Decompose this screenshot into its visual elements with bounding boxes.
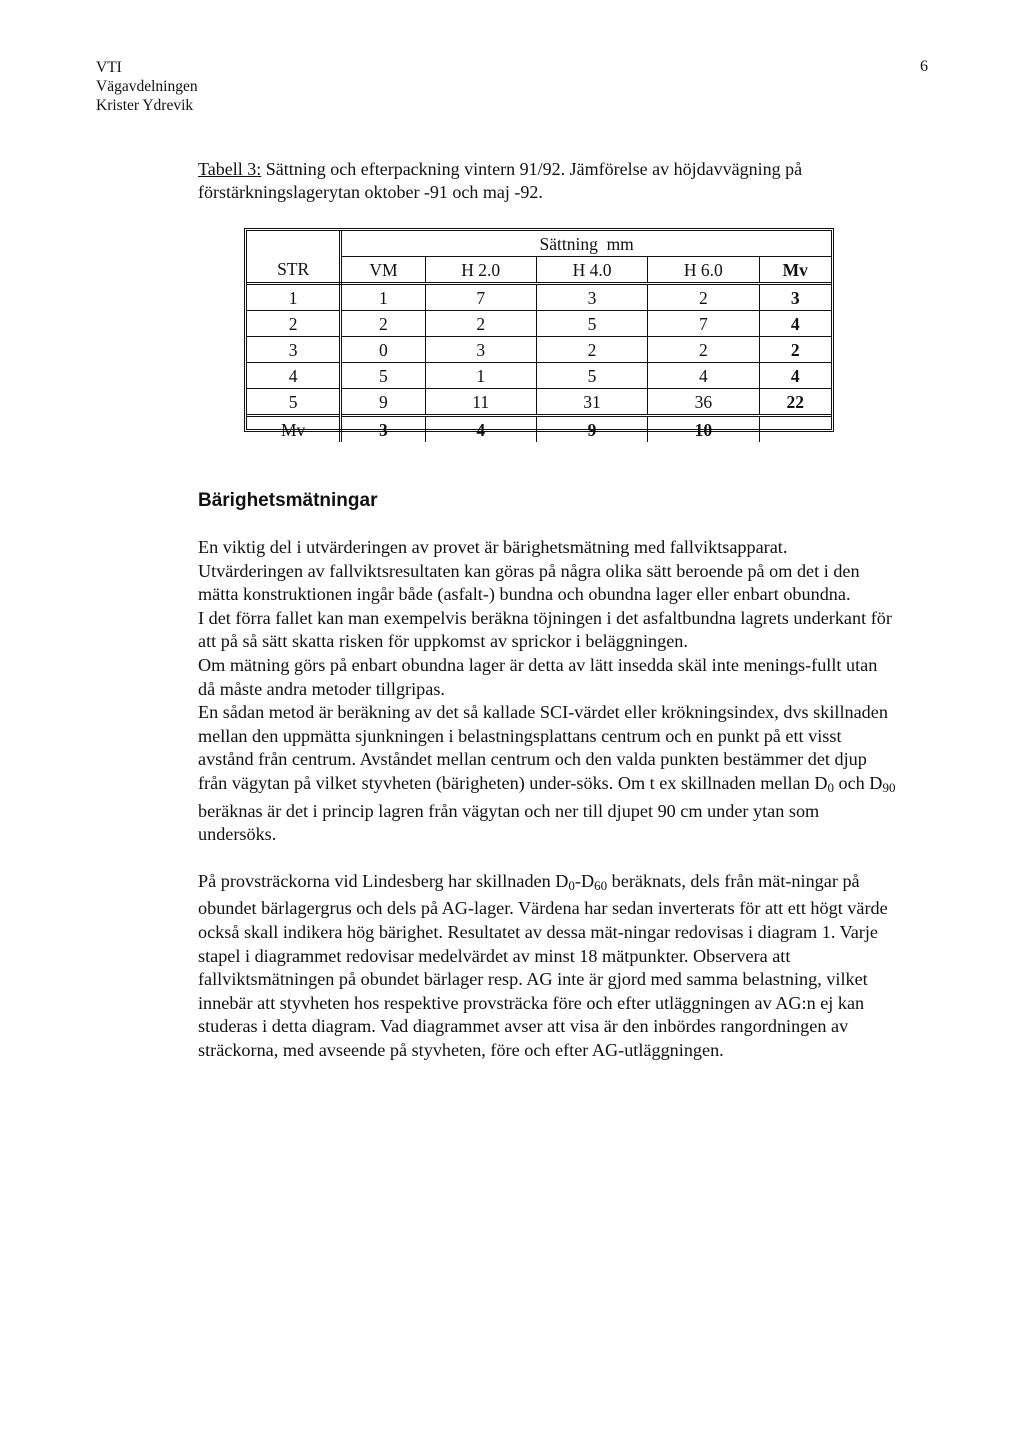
paragraph-text: -D: [574, 870, 595, 891]
table-cell: 36: [648, 389, 759, 416]
header-department: Vägavdelningen: [96, 78, 198, 95]
table-cell: 2: [648, 337, 759, 363]
table-cell: 1: [247, 284, 341, 311]
table-cell: Mv: [247, 416, 341, 443]
table-cell: 5: [536, 363, 647, 389]
paragraph: [198, 870, 898, 1063]
table-cell: 5: [247, 389, 341, 416]
table-cell: 5: [536, 311, 647, 337]
table-cell: 31: [536, 389, 647, 416]
column-header: STR: [247, 257, 341, 284]
table-cell: 0: [341, 337, 425, 363]
table-mean-row: [247, 416, 831, 443]
subscript: 0: [568, 877, 575, 893]
table-cell: 9: [536, 416, 647, 443]
table-caption-label: Tabell 3:: [198, 159, 262, 179]
table-cell: [759, 416, 831, 443]
table-cell: 3: [247, 337, 341, 363]
table-row: [247, 363, 831, 389]
paragraph-text: beräknats, dels från mät-ningar på obundet bärlagergrus och dels på AG-lager. Värdena har sedan inverterats för att ett högt värde också skall indikera hög bärighet. Resultatet av dessa mät-ningar redovisas i diagram 1. Varje stapel i diagrammet redovisar medelvärdet av minst 18 mätpunkter. Observera att fallviktsmätningen på obundet bärlager resp. AG inte är gjord med samma belastning, vilket innebär att styvheten hos respektive provsträcka före och efter utläggningen av AG:n ej kan studeras i detta diagram. Vad diagrammet avser att visa är den inbördes rangordningen av sträckorna, med avseende på styvheten, före och efter AG-utläggningen.: [198, 870, 888, 1060]
header-org: VTI: [96, 59, 122, 76]
column-header: H 6.0: [648, 257, 759, 284]
table-cell: 3: [536, 284, 647, 311]
table-cell: 1: [425, 363, 536, 389]
table-cell: 2: [536, 337, 647, 363]
table-caption: [198, 158, 898, 204]
table-cell: 2: [341, 311, 425, 337]
paragraph: En viktig del i utvärderingen av provet är bärighetsmätning med fallviktsapparat.: [198, 537, 788, 557]
table-row: [247, 311, 831, 337]
table-cell: 2: [759, 337, 831, 363]
subscript: 0: [827, 779, 834, 795]
table-cell: 3: [341, 416, 425, 443]
paragraph-text: och D: [833, 772, 883, 793]
table-row: [247, 337, 831, 363]
table-cell: 4: [759, 363, 831, 389]
table-cell: 10: [648, 416, 759, 443]
table-row: [247, 389, 831, 416]
page-header: [96, 58, 198, 115]
page-number: 6: [920, 58, 928, 75]
table-group-header: Sättning mm: [341, 231, 831, 257]
paragraph: Utvärderingen av fallviktsresultaten kan göras på några olika sätt beroende på om det i den mätta konstruktionen ingår både (asfalt-) bundna och obundna lager eller enbart obundna.: [198, 560, 860, 605]
table-cell: 4: [425, 416, 536, 443]
header-author: Krister Ydrevik: [96, 97, 194, 114]
table-cell: 9: [341, 389, 425, 416]
paragraph: [198, 701, 898, 847]
table-cell: 4: [247, 363, 341, 389]
settlement-table: [244, 228, 834, 440]
table-corner-cell: [247, 231, 341, 257]
column-header: H 4.0: [536, 257, 647, 284]
body-text: [198, 536, 898, 1062]
paragraph-text: På provsträckorna vid Lindesberg har skillnaden D: [198, 870, 569, 891]
table-cell: 7: [648, 311, 759, 337]
column-header: H 2.0: [425, 257, 536, 284]
table-cell: 3: [759, 284, 831, 311]
column-header: VM: [341, 257, 425, 284]
table-cell: 4: [648, 363, 759, 389]
table-cell: 2: [648, 284, 759, 311]
section-heading: Bärighetsmätningar: [198, 490, 378, 511]
subscript: 60: [594, 877, 608, 893]
table-cell: 22: [759, 389, 831, 416]
subscript: 90: [882, 779, 896, 795]
table-cell: 2: [425, 311, 536, 337]
table-cell: 4: [759, 311, 831, 337]
table-cell: 5: [341, 363, 425, 389]
table-row: [247, 284, 831, 311]
table-cell: 1: [341, 284, 425, 311]
paragraph: Om mätning görs på enbart obundna lager är detta av lätt insedda skäl inte menings-fullt utan då måste andra metoder tillgripas.: [198, 654, 878, 699]
table-cell: 3: [425, 337, 536, 363]
table-cell: 7: [425, 284, 536, 311]
column-header: Mv: [759, 257, 831, 284]
table-cell: 11: [425, 389, 536, 416]
paragraph-text: beräknas är det i princip lagren från vägytan och ner till djupet 90 cm under ytan som undersöks.: [198, 800, 820, 845]
paragraph-text: En sådan metod är beräkning av det så kallade SCI-värdet eller krökningsindex, dvs skillnaden mellan den uppmätta sjunkningen i belastningsplattans centrum och en punkt på ett visst avstånd från centrum. Avståndet mellan centrum och den valda punkten bestämmer det djup från vägytan på vilket styvheten (bärigheten) under-söks. Om t ex skillnaden mellan D: [198, 702, 888, 793]
table-caption-text: Sättning och efterpackning vintern 91/92. Jämförelse av höjdavvägning på förstärkningslagerytan oktober -91 och maj -92.: [198, 159, 803, 202]
table-cell: 2: [247, 311, 341, 337]
paragraph: I det förra fallet kan man exempelvis beräkna töjningen i det asfaltbundna lagrets underkant för att på så sätt skatta risken för uppkomst av sprickor i beläggningen.: [198, 607, 892, 652]
paragraph-gap: [198, 847, 898, 870]
